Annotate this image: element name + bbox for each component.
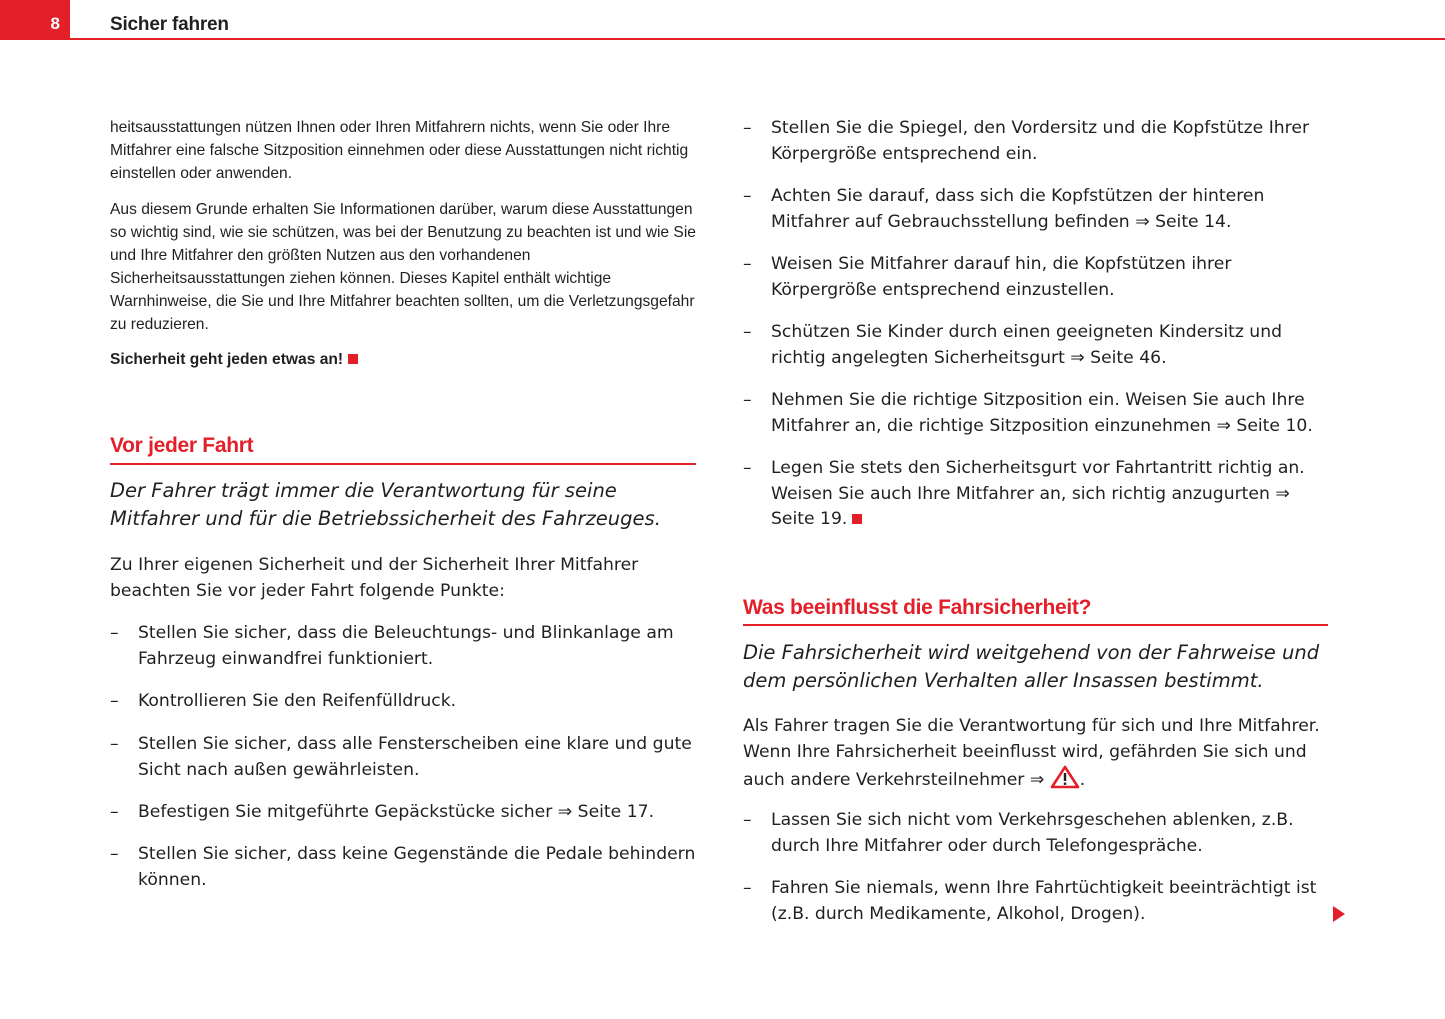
list-item bbox=[743, 184, 1333, 235]
section-divider bbox=[110, 463, 696, 465]
list-item-main-text: Nehmen Sie die richtige Sitzposition ein. Weisen Sie auch Ihre Mitfahrer an, die richtige Sitzposition einzunehmen bbox=[771, 390, 1305, 436]
section-body-text: Als Fahrer tragen Sie die Verantwortung für sich und Ihre Mitfahrer. Wenn Ihre Fahrsicherheit beeinflusst wird, gefährden Sie sich und auch andere Verkehrsteilnehmer bbox=[743, 716, 1320, 790]
dash-bullet: – bbox=[743, 322, 752, 342]
intro-paragraph-1: heitsausstattungen nützen Ihnen oder Ihren Mitfahrern nichts, wenn Sie oder Ihre Mitfahrer eine falsche Sitzposition einnehmen oder diese Ausstattungen nicht richtig einstellen oder anwenden. bbox=[110, 119, 689, 182]
dash-bullet: – bbox=[743, 254, 752, 274]
page-reference-link[interactable]: Seite 17. bbox=[577, 802, 655, 822]
section-body bbox=[743, 714, 1333, 794]
list-item-text bbox=[771, 320, 1303, 371]
list-item-text: Kontrollieren Sie den Reifenfülldruck. bbox=[138, 691, 457, 711]
list-item-main-text: Schützen Sie Kinder durch einen geeigneten Kindersitz und richtig angelegten Sicherheitsgurt bbox=[771, 322, 1283, 368]
header-divider bbox=[70, 38, 1445, 40]
list-item-text bbox=[771, 388, 1343, 439]
section-divider bbox=[743, 624, 1328, 626]
dash-bullet: – bbox=[743, 878, 752, 898]
list-item-text bbox=[138, 800, 700, 826]
page-reference-link[interactable]: Seite 14. bbox=[1155, 211, 1232, 232]
list-item bbox=[743, 876, 1333, 927]
dash-bullet: – bbox=[110, 802, 119, 822]
list-item bbox=[743, 320, 1303, 371]
dash-bullet: – bbox=[110, 844, 119, 864]
list-item-text: Stellen Sie sicher, dass keine Gegenstände die Pedale behindern können. bbox=[138, 844, 696, 890]
dash-bullet: – bbox=[110, 691, 119, 711]
page-reference-link[interactable]: Seite 46. bbox=[1090, 347, 1167, 368]
dash-bullet: – bbox=[743, 458, 752, 478]
page-reference-link[interactable]: Seite 10. bbox=[1236, 415, 1313, 436]
intro-paragraph-2: Aus diesem Grunde erhalten Sie Informationen darüber, warum diese Ausstattungen so wichtig sind, wie sie schützen, was bei der Benutzung zu beachten ist und wie Sie und Ihre Mitfahrer den größten Nutzen aus den vorhandenen Sicherheitsausstattungen ziehen können. Dieses Kapitel enthält wichtige Warnhinweise, die Sie und Ihre Mitfahrer beachten sollten, um die Verletzungsgefahr zu reduzieren. bbox=[110, 201, 696, 333]
arrow-right-icon: ⇒ bbox=[1029, 770, 1045, 790]
next-page-triangle-icon[interactable] bbox=[1333, 906, 1345, 922]
list-item bbox=[743, 808, 1333, 859]
section-lead: Der Fahrer trägt immer die Verantwortung für seine Mitfahrer und für die Betriebssicherheit des Fahrzeuges. bbox=[110, 479, 661, 530]
list-item-text: Lassen Sie sich nicht vom Verkehrsgeschehen ablenken, z.B. durch Ihre Mitfahrer oder durch Telefongespräche. bbox=[771, 810, 1294, 856]
arrow-right-icon: ⇒ bbox=[1070, 347, 1085, 368]
list-item-text: Stellen Sie sicher, dass alle Fensterscheiben eine klare und gute Sicht nach außen gewährleisten. bbox=[138, 734, 692, 780]
list-item bbox=[110, 621, 700, 672]
arrow-right-icon: ⇒ bbox=[1275, 483, 1290, 504]
list-item-text: Stellen Sie sicher, dass die Beleuchtungs- und Blinkanlage am Fahrzeug einwandfrei funktioniert. bbox=[138, 623, 674, 669]
page-number-box bbox=[0, 0, 70, 40]
list-item bbox=[743, 116, 1333, 167]
list-item-text: Fahren Sie niemals, wenn Ihre Fahrtüchtigkeit beeinträchtigt ist (z.B. durch Medikamente, Alkohol, Drogen). bbox=[771, 878, 1317, 924]
dash-bullet: – bbox=[743, 810, 752, 830]
warning-triangle-icon[interactable] bbox=[1050, 765, 1080, 789]
list-item bbox=[110, 800, 700, 826]
red-square-icon bbox=[852, 514, 862, 524]
list-item-text: Stellen Sie die Spiegel, den Vordersitz und die Kopfstütze Ihrer Körpergröße entsprechend ein. bbox=[771, 118, 1310, 164]
section-heading-vor-jeder-fahrt: Vor jeder Fahrt bbox=[110, 434, 254, 457]
list-item bbox=[743, 388, 1343, 439]
section-lead: Die Fahrsicherheit wird weitgehend von der Fahrweise und dem persönlichen Verhalten aller Insassen bestimmt. bbox=[743, 641, 1320, 692]
list-item-text bbox=[771, 184, 1333, 235]
safety-statement bbox=[110, 348, 358, 371]
list-item bbox=[743, 456, 1323, 533]
list-item bbox=[110, 842, 700, 893]
arrow-right-icon: ⇒ bbox=[1135, 211, 1150, 232]
dash-bullet: – bbox=[110, 623, 119, 643]
arrow-right-icon: ⇒ bbox=[557, 802, 573, 822]
list-item bbox=[110, 689, 700, 715]
page-number: 8 bbox=[50, 14, 60, 33]
list-item-main-text: Legen Sie stets den Sicherheitsgurt vor Fahrtantritt richtig an. Weisen Sie auch Ihre Mitfahrer an, sich richtig anzugurten bbox=[771, 458, 1305, 504]
section-heading-fahrsicherheit: Was beeinflusst die Fahrsicherheit? bbox=[743, 596, 1092, 619]
section-body: Zu Ihrer eigenen Sicherheit und der Sicherheit Ihrer Mitfahrer beachten Sie vor jeder Fahrt folgende Punkte: bbox=[110, 555, 639, 601]
page-reference-link[interactable]: Seite 19. bbox=[771, 509, 848, 530]
arrow-right-icon: ⇒ bbox=[1216, 415, 1231, 436]
list-item-main-text: Achten Sie darauf, dass sich die Kopfstützen der hinteren Mitfahrer auf Gebrauchsstellung befinden bbox=[771, 186, 1265, 232]
dash-bullet: – bbox=[743, 390, 752, 410]
list-item bbox=[743, 252, 1313, 303]
chapter-title: Sicher fahren bbox=[110, 14, 229, 35]
dash-bullet: – bbox=[743, 186, 752, 206]
safety-statement-text: Sicherheit geht jeden etwas an! bbox=[110, 351, 344, 368]
list-item-text: Weisen Sie Mitfahrer darauf hin, die Kopfstützen ihrer Körpergröße entsprechend einzustellen. bbox=[771, 254, 1232, 300]
list-item-text bbox=[771, 456, 1323, 533]
page-header bbox=[0, 0, 1445, 41]
sentence-period: . bbox=[1079, 770, 1086, 790]
dash-bullet: – bbox=[743, 118, 752, 138]
dash-bullet: – bbox=[110, 734, 119, 754]
red-square-icon bbox=[348, 354, 358, 364]
list-item bbox=[110, 732, 700, 783]
list-item-main-text: Befestigen Sie mitgeführte Gepäckstücke sicher bbox=[138, 802, 553, 822]
